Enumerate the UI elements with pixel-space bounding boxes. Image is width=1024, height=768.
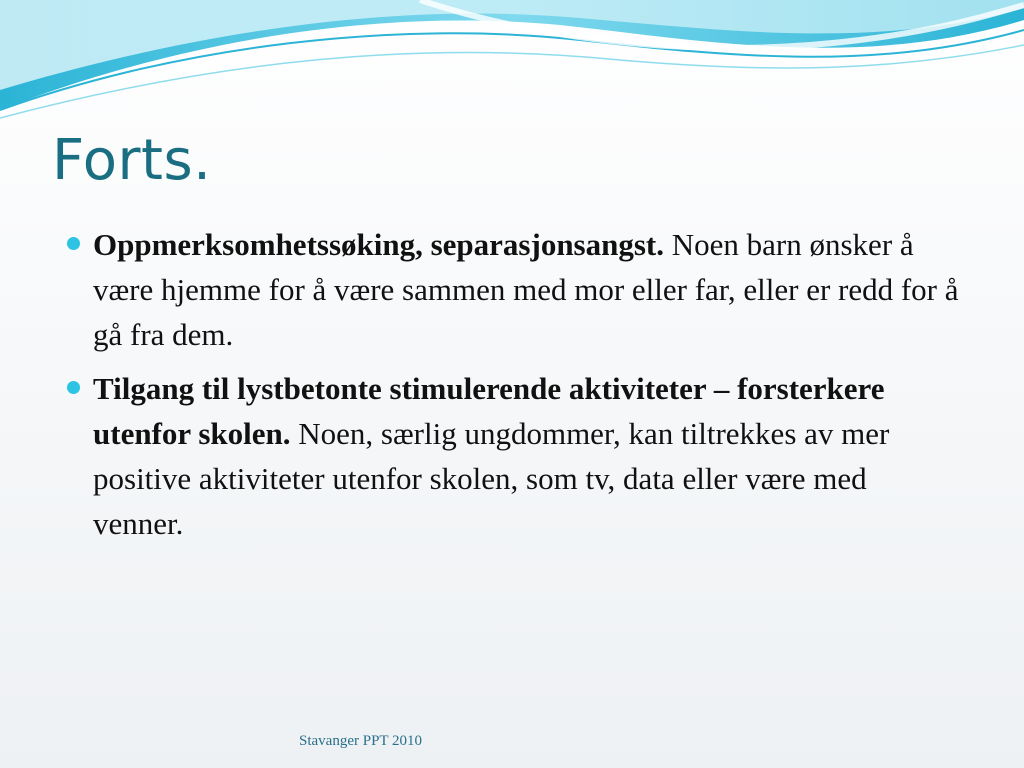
bullet-text: Noen barn ønsker å være hjemme for å være sammen med mor eller far, eller er redd for å gå fra dem. [93,227,959,352]
bullet-dot-icon [67,237,80,250]
bullet-heading: Tilgang til lystbetonte stimulerende aktiviteter – forsterkere utenfor skolen. [93,371,885,451]
slide-title: Forts. [52,128,212,193]
bullet-item [64,366,964,546]
bullet-heading: Oppmerksomhetssøking, separasjonsangst. [93,227,665,262]
slide-footer: Stavanger PPT 2010 [299,733,423,749]
bullet-item [64,222,964,357]
bullet-dot-icon [67,381,80,394]
bullet-list [64,222,964,555]
bullet-text: Noen, særlig ungdommer, kan tiltrekkes av mer positive aktiviteter utenfor skolen, som tv, data eller være med venner. [93,416,890,541]
header-wave-decoration [0,0,1024,130]
